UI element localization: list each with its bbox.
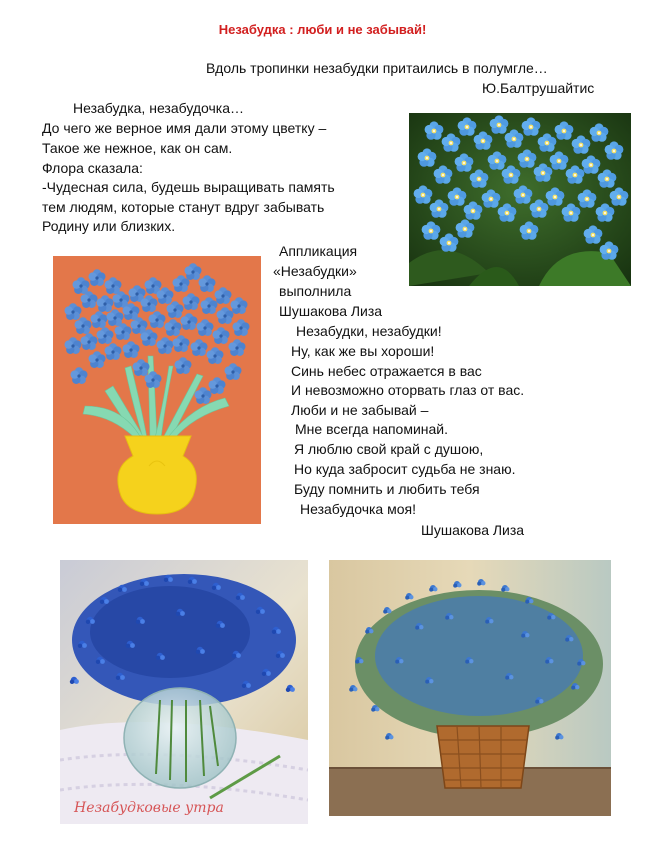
poem-line: Буду помнить и любить тебя [294, 481, 480, 497]
painting-glass-vase [60, 560, 308, 824]
applique-forget-me-nots [53, 256, 261, 524]
poem-line: И невозможно оторвать глаз от вас. [291, 382, 525, 398]
application-caption-line: выполнила [279, 283, 352, 299]
application-caption-line: Аппликация [279, 243, 358, 259]
poem-line: Но куда забросит судьба не знаю. [294, 461, 516, 477]
intro-line: Родину или близких. [42, 218, 176, 234]
poem-line: Незабудочка моя! [300, 501, 416, 517]
painting-basket [329, 560, 611, 816]
poem-line: Синь небес отражается в вас [291, 363, 482, 379]
intro-line: Такое же нежное, как он сам. [42, 140, 233, 156]
intro-line: Флора сказала: [42, 160, 143, 176]
intro-line: Незабудка, незабудочка… [73, 100, 245, 116]
epigraph-author: Ю.Балтрушайтис [482, 80, 595, 96]
poem-author: Шушакова Лиза [421, 522, 525, 538]
painting-signature: Незабудковые утра [74, 800, 224, 816]
poem-line: Люби и не забывай – [291, 402, 429, 418]
intro-line: -Чудесная сила, будешь выращивать память [42, 179, 335, 195]
poem-line: Я люблю свой край с душою, [294, 441, 484, 457]
page-title: Незабудка : люби и не забывай! [218, 22, 427, 37]
forget-me-not-photo [409, 113, 631, 286]
intro-line: До чего же верное имя дали этому цветку – [42, 120, 327, 136]
poem-line: Незабудки, незабудки! [296, 323, 442, 339]
application-caption-line: «Незабудки» [273, 263, 357, 279]
poem-line: Мне всегда напоминай. [295, 421, 449, 437]
intro-line: тем людям, которые станут вдруг забывать [42, 199, 325, 215]
poem-line: Ну, как же вы хороши! [291, 343, 435, 359]
application-caption-line: Шушакова Лиза [279, 303, 383, 319]
epigraph-line: Вдоль тропинки незабудки притаились в полумгле… [206, 60, 548, 76]
